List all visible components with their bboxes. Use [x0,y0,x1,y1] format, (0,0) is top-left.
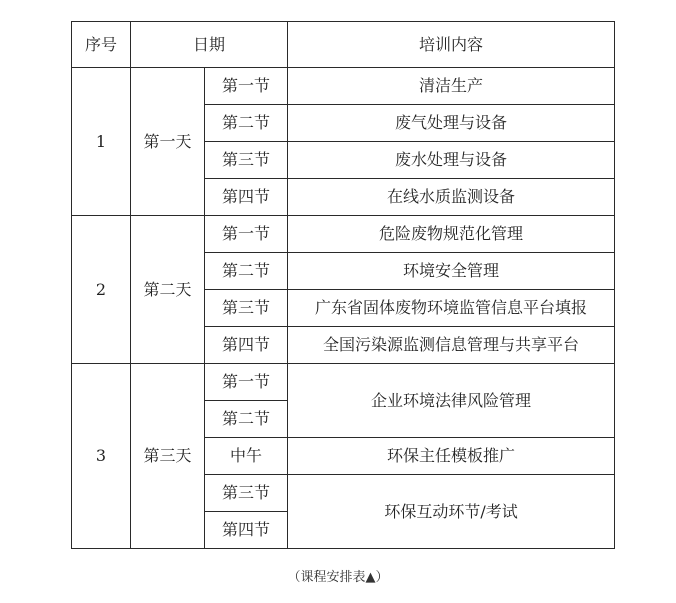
header-seq: 序号 [72,22,131,68]
slot-cell: 第四节 [205,179,288,216]
day-cell: 第三天 [131,364,205,549]
slot-cell: 第三节 [205,475,288,512]
table-row [72,364,615,401]
slot-cell: 第二节 [205,401,288,438]
table-header-row [72,22,615,68]
content-cell: 在线水质监测设备 [288,179,615,216]
day-cell: 第一天 [131,68,205,216]
slot-cell: 第三节 [205,290,288,327]
slot-cell: 第四节 [205,327,288,364]
slot-cell: 第三节 [205,142,288,179]
slot-cell: 第二节 [205,253,288,290]
seq-cell: 3 [72,364,131,549]
slot-cell: 第四节 [205,512,288,549]
content-cell: 危险废物规范化管理 [288,216,615,253]
slot-cell: 第一节 [205,364,288,401]
seq-cell: 1 [72,68,131,216]
content-cell: 环保互动环节/考试 [288,475,615,549]
table-caption: （课程安排表▲） [287,570,389,585]
slot-cell: 第一节 [205,216,288,253]
content-cell: 广东省固体废物环境监管信息平台填报 [288,290,615,327]
slot-cell: 第一节 [205,68,288,105]
content-cell: 清洁生产 [288,68,615,105]
content-cell: 环境安全管理 [288,253,615,290]
table-row [72,216,615,253]
header-date: 日期 [131,22,288,68]
content-cell: 企业环境法律风险管理 [288,364,615,438]
content-cell: 环保主任模板推广 [288,438,615,475]
content-cell: 废气处理与设备 [288,105,615,142]
slot-cell: 中午 [205,438,288,475]
content-cell: 全国污染源监测信息管理与共享平台 [288,327,615,364]
seq-cell: 2 [72,216,131,364]
slot-cell: 第二节 [205,105,288,142]
content-cell: 废水处理与设备 [288,142,615,179]
day-cell: 第二天 [131,216,205,364]
header-content: 培训内容 [288,22,615,68]
table-row [72,68,615,105]
course-schedule-table [71,21,615,549]
